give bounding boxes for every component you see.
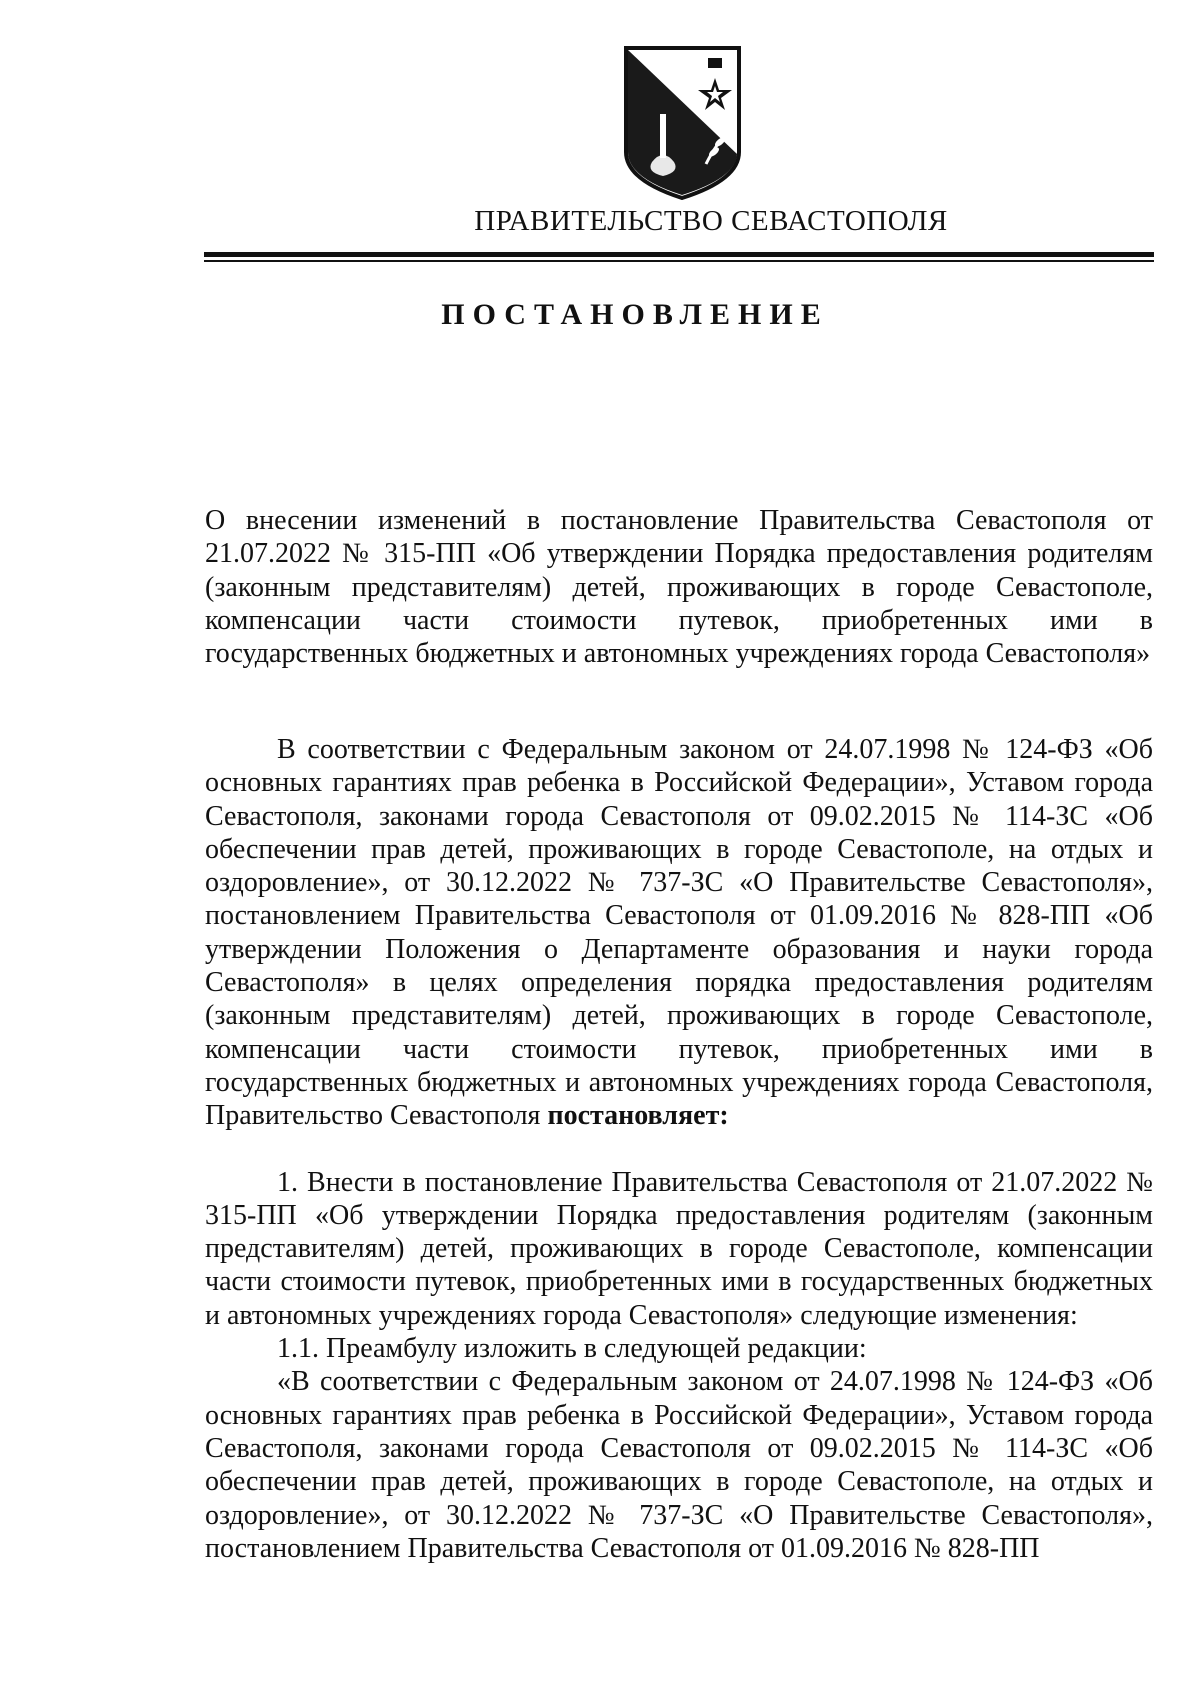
document-body bbox=[205, 733, 1153, 1565]
preamble-text: В соответствии с Федеральным законом от 24.07.1998 № 124-ФЗ «Об основных гарантиях прав ребенка в Российской Федерации», Уставом города Севастополя, законами города Севастополя от 09.02.2015 № 114-ЗС «Об обеспечении прав детей, проживающих в городе Севастополе, на отдых и оздоровление», от 30.12.2022 № 737-ЗС «О Правительстве Севастополя», постановлением Правительства Севастополя от 01.09.2016 № 828-ПП «Об утверждении Положения о Департаменте образования и науки города Севастополя» в целях определения порядка предоставления родителям (законным представителям) детей, проживающих в городе Севастополе, компенсации части стоимости путевок, приобретенных ими в государственных бюджетных и автономных учреждениях города Севастополя, Правительство Севастополя bbox=[205, 734, 1153, 1132]
item-1-1-paragraph: 1.1. Преамбулу изложить в следующей редакции: bbox=[277, 1333, 867, 1365]
title-text: О внесении изменений в постановление Правительства Севастополя от 21.07.2022 № 315-ПП «Об утверждении Порядка предоставления родителям (законным представителям) детей, проживающих в городе Севастополе, компенсации части стоимости путевок, приобретенных ими в государственных бюджетных и автономных учреждениях города Севастополя» bbox=[205, 505, 1153, 670]
document-type: ПОСТАНОВЛЕНИЕ bbox=[441, 298, 829, 331]
preamble-paragraph bbox=[205, 733, 1153, 1133]
quoted-preamble-paragraph: «В соответствии с Федеральным законом от 24.07.1998 № 124-ФЗ «Об основных гарантиях прав ребенка в Российской Федерации», Уставом города Севастополя, законами города Севастополя от 09.02.2015 № 114-ЗС «Об обеспечении прав детей, проживающих в городе Севастополе, на отдых и оздоровление», от 30.12.2022 № 737-ЗС «О Правительстве Севастополя», постановлением Правительства Севастополя от 01.09.2016 № 828-ПП bbox=[205, 1366, 1153, 1564]
organization-name: ПРАВИТЕЛЬСТВО СЕВАСТОПОЛЯ bbox=[474, 205, 948, 237]
header-divider-thin bbox=[204, 260, 1154, 262]
header-divider-thick bbox=[204, 252, 1154, 257]
document-title bbox=[205, 504, 1153, 670]
decree-word: постановляет: bbox=[547, 1100, 729, 1132]
sevastopol-coat-of-arms-icon bbox=[620, 44, 745, 200]
item-1-paragraph: 1. Внести в постановление Правительства Севастополя от 21.07.2022 № 315-ПП «Об утверждении Порядка предоставления родителям (законным представителям) детей, проживающих в городе Севастополе, компенсации части стоимости путевок, приобретенных ими в государственных бюджетных и автономных учреждениях города Севастополя» следующие изменения: bbox=[205, 1166, 1153, 1331]
